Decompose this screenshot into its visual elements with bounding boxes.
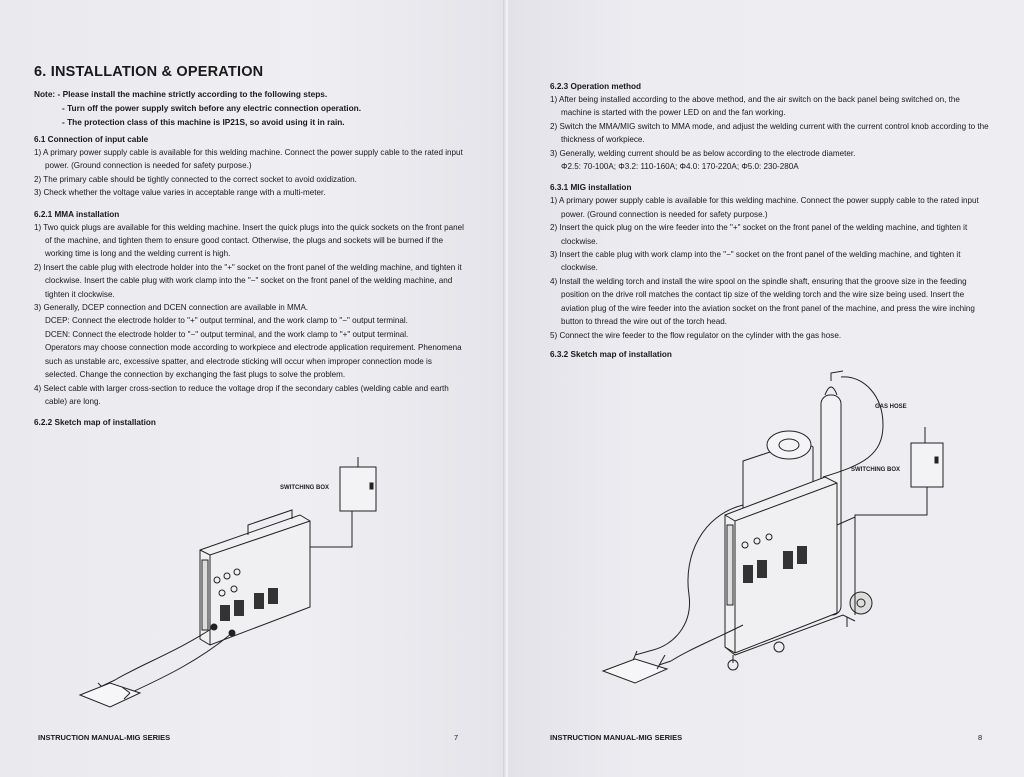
list-item: 3) Check whether the voltage value varies in acceptable range with a multi-meter. <box>34 188 326 198</box>
mig-installation-sketch <box>593 365 1013 685</box>
heading-6-2-2: 6.2.2 Sketch map of installation <box>34 418 156 428</box>
current-values: Φ2.5: 70-100A; Φ3.2: 110-160A; Φ4.0: 170-220A; Φ5.0: 230-280A <box>561 162 799 172</box>
list-item: 1) A primary power supply cable is available for this welding machine. Connect the power supply cable to the rated input power. (Ground connection is needed for safety purpose.) <box>550 196 979 219</box>
left-page <box>0 0 505 777</box>
list-item: 1) A primary power supply cable is available for this welding machine. Connect the power supply cable to the rated input power. (Ground connection is needed for safety purpose.) <box>34 148 463 171</box>
list-item: 3) Insert the cable plug with work clamp into the "−" socket on the front panel of the welding machine, and tighten it clockwise. <box>550 250 961 273</box>
switching-box-label: SWITCHING BOX <box>280 485 329 491</box>
list-6-1 <box>34 146 466 200</box>
right-page <box>508 0 1024 777</box>
section-title: 6. INSTALLATION & OPERATION <box>34 64 264 80</box>
page-footer: INSTRUCTION MANUAL-MIG SERIES <box>38 733 171 742</box>
heading-6-2-1: 6.2.1 MMA installation <box>34 209 120 219</box>
page-number: 8 <box>978 733 983 742</box>
list-item: 3) Generally, welding current should be as below according to the electrode diameter. <box>550 148 856 158</box>
list-6-2-1 <box>34 221 466 409</box>
dcep-text: DCEP: Connect the electrode holder to "+" output terminal, and the work clamp to "−" output terminal. <box>45 316 408 326</box>
heading-6-1: 6.1 Connection of input cable <box>34 135 149 144</box>
list-6-2-3 <box>550 93 990 173</box>
list-item: 1) After being installed according to the above method, and the air switch on the back panel being switched on, the machine is started with the power LED on and the fan working. <box>550 95 960 118</box>
dcen-text: DCEN: Connect the electrode holder to "−" output terminal, and the work clamp to "+" output terminal. <box>45 329 409 339</box>
list-item: 2) Switch the MMA/MIG switch to MMA mode, and adjust the welding current with the current control knob according to the thickness of workpiece. <box>550 121 989 145</box>
list-item: 5) Connect the wire feeder to the flow regulator on the cylinder with the gas hose. <box>550 330 842 340</box>
list-item: 4) Install the welding torch and install the wire spool on the spindle shaft, ensuring that the groove size in the feeding position on the drive roll matches the contact tip size of the welding torch and the wire size being used. Insert the aviation plug of the wire feeder into the aviation socket on the front panel of the machine, and press the wire inching button to thread the wire out of the torch head. <box>550 276 975 327</box>
heading-6-3-2: 6.3.2 Sketch map of installation <box>550 349 672 359</box>
operator-text: Operators may choose connection mode according to workpiece and electrode application requirement. Phenomena such as unstable arc, excessive spatter, and electrode sticking will occur when improper connection mode is selected. Change the connection by exchanging the fast plugs to solve the problem. <box>45 343 462 380</box>
heading-6-2-3: 6.2.3 Operation method <box>550 82 641 91</box>
list-item: 2) Insert the quick plug on the wire feeder into the "+" socket on the front panel of the welding machine, and tighten it clockwise. <box>550 223 968 246</box>
list-6-3-1 <box>550 194 990 341</box>
note-line: - The protection class of this machine is IP21S, so avoid using it in rain. <box>62 117 345 127</box>
page-number: 7 <box>454 733 459 742</box>
heading-6-3-1: 6.3.1 MIG installation <box>550 183 632 193</box>
list-item: 4) Select cable with larger cross-section to reduce the voltage drop if the secondary cables (welding cable and earth cable) are long. <box>34 383 449 406</box>
list-item: 2) The primary cable should be tightly connected to the correct socket to avoid oxidization. <box>34 174 357 184</box>
list-item: 1) Two quick plugs are available for this welding machine. Insert the quick plugs into the quick sockets on the front panel of the machine, and tighten them to ensure good contact. Otherwise, the plugs and sockets will be burned if the working time is long and the welding current is high. <box>34 222 464 259</box>
page-footer: INSTRUCTION MANUAL-MIG SERIES <box>550 733 683 742</box>
list-item: 2) Insert the cable plug with electrode holder into the "+" socket on the front panel of the welding machine, and tighten it clockwise. Insert the cable plug with work clamp into the "−" socket on the front panel of the welding machine, and tighten it clockwise. <box>34 262 462 299</box>
right-page-content <box>550 76 990 361</box>
left-page-content <box>34 64 466 429</box>
note-line: Note: - Please install the machine strictly according to the following steps. <box>34 89 328 99</box>
note-line: - Turn off the power supply switch before any electric connection operation. <box>62 103 362 113</box>
mma-installation-sketch <box>70 455 400 715</box>
switching-box-label: SWITCHING BOX <box>851 467 900 473</box>
list-item: 3) Generally, DCEP connection and DCEN connection are available in MMA. <box>34 303 309 313</box>
gas-hose-label: GAS HOSE <box>875 404 907 410</box>
installation-note <box>34 87 466 129</box>
